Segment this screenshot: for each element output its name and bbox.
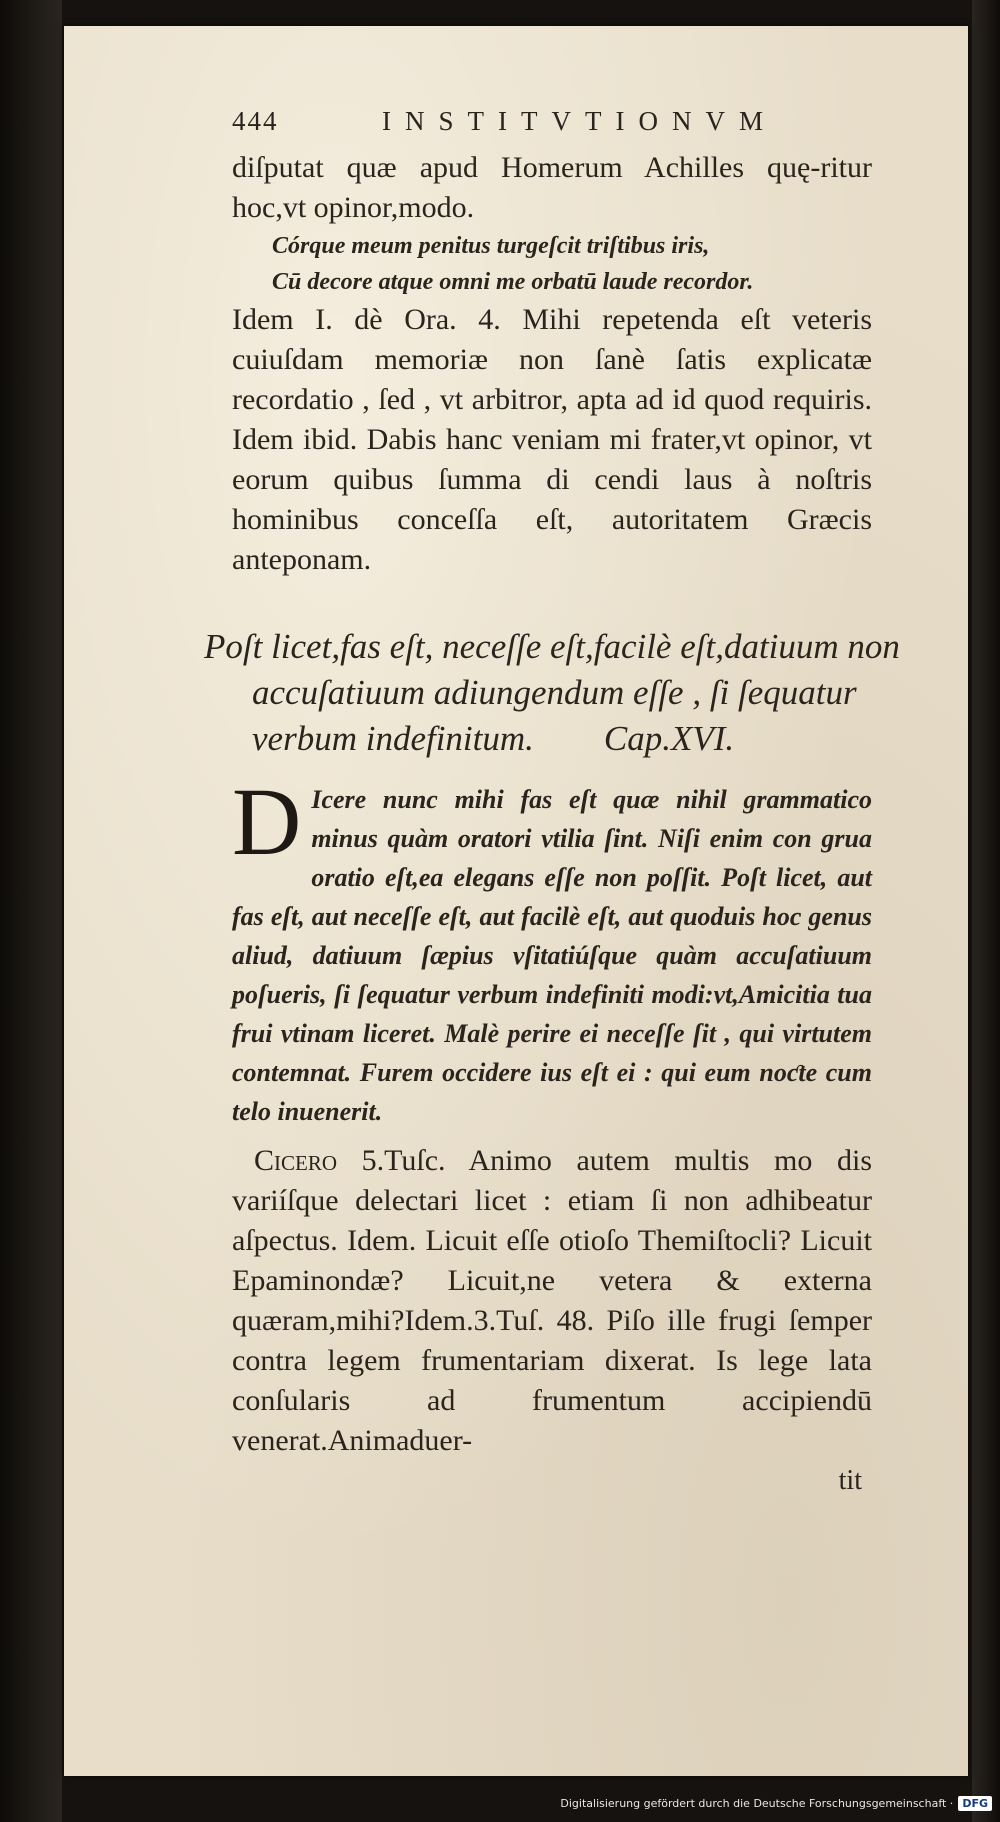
page-number: 444 <box>232 106 279 136</box>
page-text-block <box>204 106 900 1497</box>
cicero-paragraph <box>232 1141 872 1461</box>
cicero-paragraph-text: 5.Tuſc. Animo autem multis mo dis variíſque delectari licet : etiam ſi non adhibeatur aſpectus. Idem. Licuit eſſe otioſo Themiſtocli? Licuit Epaminondæ? Licuit,ne vetera & externa quæram,mihi?Idem.3.Tuſ. 48. Piſo ille frugi ſemper contra legem frumentariam dixerat. Is lege lata conſularis ad frumentum accipiendū venerat.Animaduer- <box>232 1144 872 1457</box>
scan-edge-right <box>972 0 1000 1822</box>
scan-edge-left <box>0 0 62 1822</box>
chapter-heading <box>204 624 932 762</box>
top-paragraph: diſputat quæ apud Homerum Achilles quę-ritur hoc,vt opinor,modo. <box>232 151 872 224</box>
cicero-lead: Cicero <box>254 1144 338 1177</box>
running-title: INSTITVTIONVM <box>382 106 777 136</box>
catchword: tit <box>838 1465 862 1496</box>
verse-line-2: Cū decore atque omni me orbatū laude recordor. <box>272 269 754 295</box>
running-head <box>232 106 872 148</box>
italic-section-text: Icere nunc mihi fas eſt quæ nihil grammatico minus quàm oratori vtilia ſint. Niſi enim con grua oratio eſt,ea elegans eſſe non poſſit. Poſt licet, aut fas eſt, aut neceſſe eſt, aut facilè eſt, aut quoduis hoc genus aliud, datiuum ſæpius vſitatiúſque quàm accuſatiuum poſueris, ſi ſequatur verbum indefiniti modi:vt,Amicitia tua frui vtinam liceret. Malè perire ei neceſſe ſit , qui virtutem contemnat. Furem occidere ius eſt ei : qui eum noƈte cum telo inuenerit. <box>232 785 872 1126</box>
verse-line-1: Córque meum penitus turgeſcit triſtibus iris, <box>272 233 710 259</box>
paragraph-two: Idem I. dè Ora. 4. Mihi repetenda eſt veteris cuiuſdam memoriæ non ſanè ſatis explicatæ recordatio , ſed , vt arbitror, apta ad id quod requiris. Idem ibid. Dabis hanc veniam mi frater,vt opinor, vt eorum quibus ſumma di cendi laus à noſtris hominibus conceſſa eſt, autoritatem Græcis anteponam. <box>232 303 872 576</box>
dfg-logo: DFG <box>958 1796 992 1811</box>
digitization-credit <box>560 1790 992 1816</box>
italic-section <box>232 768 872 1131</box>
book-page <box>64 26 968 1776</box>
chapter-number: Cap.XVI. <box>603 719 735 758</box>
credit-text: Digitalisierung gefördert durch die Deutsche Forschungsgemeinschaft · <box>560 1796 954 1810</box>
drop-capital: D <box>232 768 302 875</box>
chapter-heading-text: Poſt licet,fas eſt, neceſſe eſt,facilè eſt,datiuum non accuſatiuum adiungendum eſſe , ſi ſequatur verbum indefinitum. <box>204 627 900 758</box>
